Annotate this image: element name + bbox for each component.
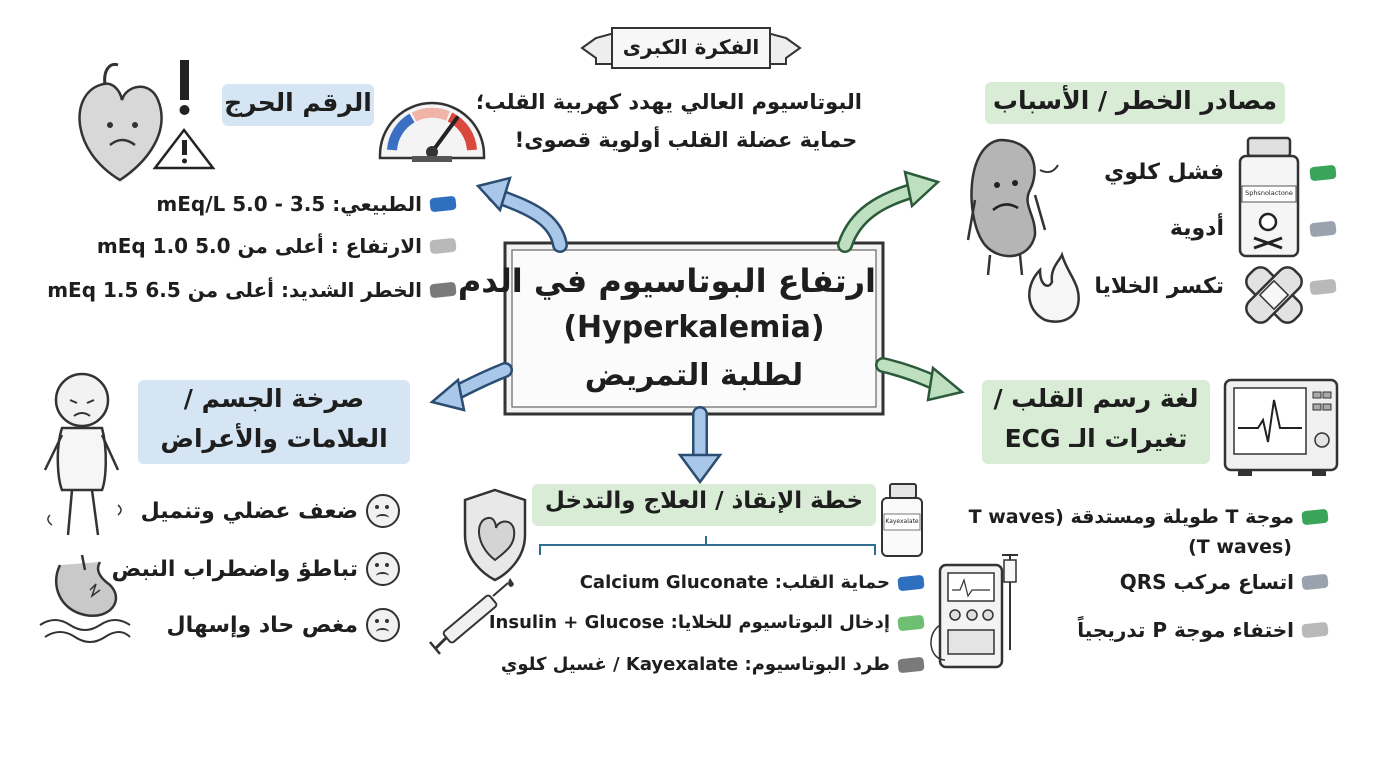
ecg-item-p-wave [1077, 618, 1328, 642]
ecg-item-qrs [1120, 570, 1328, 594]
cause-item-text: تكسر الخلايا [1094, 274, 1224, 299]
critical-item-normal [156, 192, 456, 216]
critical-item-severe [47, 278, 456, 302]
fire-icon [1029, 255, 1078, 322]
symptom-item-text: تباطؤ واضطراب النبض [111, 556, 358, 582]
treatment-item-removal [501, 654, 924, 675]
symptom-item-text: ضعف عضلي وتنميل [140, 498, 358, 524]
ecg-title-line-2: تغيرات الـ ECG [1004, 424, 1188, 453]
cause-item-renal [1104, 160, 1336, 185]
cause-item-meds [1170, 216, 1336, 241]
symptom-item-weakness [141, 494, 400, 528]
kidney-icon [968, 140, 1058, 275]
treatment-item-insulin [489, 612, 924, 633]
ecg-item-t-wave [969, 506, 1328, 528]
symptom-item-cramps [166, 608, 400, 642]
treatment-item-text: طرد البوتاسيوم: Kayexalate / غسيل كلوي [500, 654, 890, 675]
center-title-line-2: (Hyperkalemia) [563, 310, 825, 345]
bullet-marker [1301, 622, 1328, 639]
treatment-bracket [540, 536, 875, 555]
critical-item-text: الخطر الشديد: أعلى من 6.5 mEq 1.5 [47, 278, 422, 302]
center-title-line-1: ارتفاع البوتاسيوم في الدم [457, 262, 876, 300]
bullet-marker [1309, 220, 1336, 237]
bullet-marker [429, 282, 456, 299]
gauge-icon [380, 103, 484, 162]
dialysis-machine-icon [931, 555, 1018, 667]
symptom-item-bradycardia [112, 552, 400, 586]
sad-person-icon [45, 374, 121, 535]
arrow-to-ecg [883, 365, 962, 400]
cause-item-cell-lysis [1094, 274, 1336, 299]
cause-item-text: أدوية [1169, 216, 1224, 241]
treatment-title: خطة الإنقاذ / العلاج والتدخل [544, 488, 864, 514]
bullet-marker [897, 656, 924, 673]
big-idea-line-2: حماية عضلة القلب أولوية قصوى! [514, 128, 858, 152]
critical-item-elevated [97, 234, 456, 258]
causes-title: مصادر الخطر / الأسباب [992, 86, 1278, 115]
critical-item-text: الارتفاع : أعلى من 5.0 mEq 1.0 [96, 234, 422, 258]
cause-item-text: فشل كلوي [1104, 160, 1224, 185]
ecg-item-t-wave-continued: (T waves) [1188, 536, 1292, 558]
neutral-face-icon [366, 494, 400, 528]
arrow-to-critical [478, 178, 560, 245]
arrow-to-causes [845, 172, 938, 245]
bullet-marker [429, 238, 456, 255]
bottle-label: Sphsnolactone [1245, 189, 1293, 197]
treatment-item-text: إدخال البوتاسيوم للخلايا: Insulin + Glucose [488, 612, 890, 633]
bullet-marker [429, 196, 456, 213]
worried-face-icon [366, 552, 400, 586]
bullet-marker [1309, 164, 1336, 181]
symptoms-title-line-2: العلامات والأعراض [160, 424, 388, 453]
bullet-marker [1309, 278, 1336, 295]
center-title-line-3: لطلبة التمريض [584, 358, 804, 393]
big-idea-line-1: البوتاسيوم العالي يهدد كهربية القلب؛ [476, 90, 862, 114]
ecg-item-text: اتساع مركب QRS [1119, 570, 1294, 594]
critical-number-title: الرقم الحرج [224, 88, 372, 117]
symptoms-title-line-1: صرخة الجسم / [183, 384, 365, 413]
ecg-item-text: اختفاء موجة P تدريجياً [1077, 618, 1294, 642]
sad-heart-icon [80, 64, 162, 180]
symptom-item-text: مغص حاد وإسهال [166, 612, 358, 638]
ecg-monitor-icon [1225, 380, 1337, 476]
ecg-title-line-1: لغة رسم القلب / [993, 384, 1199, 413]
bullet-marker [1301, 509, 1328, 526]
warning-icon [155, 60, 213, 168]
ecg-item-text: موجة T طويلة ومستدقة (T waves [968, 506, 1294, 528]
bullet-marker [897, 574, 924, 591]
big-idea-banner: الفكرة الكبرى [622, 35, 760, 59]
crying-face-icon [366, 608, 400, 642]
shield-heart-icon [465, 490, 525, 580]
bullet-marker [897, 614, 924, 631]
treatment-item-text: حماية القلب: Calcium Gluconate [579, 572, 890, 593]
bullet-marker [1301, 574, 1328, 591]
critical-item-text: الطبيعي: 3.5 - 5.0 mEq/L [156, 192, 422, 216]
arrow-to-treatment [680, 414, 720, 482]
vial-label: Kayexalate [885, 518, 919, 525]
treatment-item-calcium [580, 572, 924, 593]
arrow-to-symptoms [432, 370, 505, 410]
